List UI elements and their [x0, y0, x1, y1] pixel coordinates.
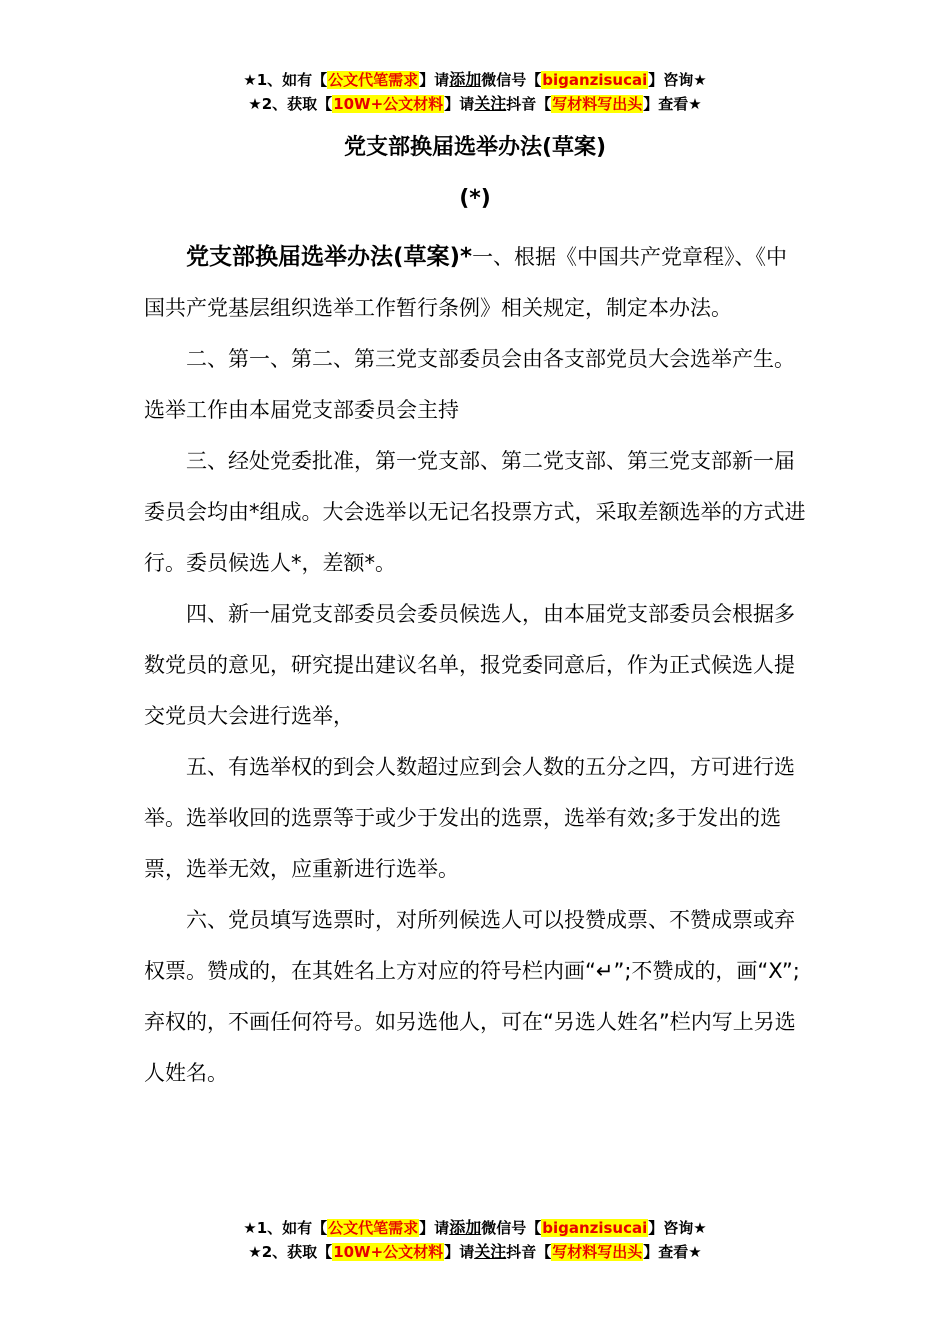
document-title: 党支部换届选举办法(草案) [343, 135, 607, 160]
promo-line-1 [0, 1216, 950, 1240]
document-subtitle: (*) [459, 186, 491, 211]
promo-douyin-id: 写材料写出头 [552, 95, 643, 113]
footer-promo-banner [0, 1216, 950, 1264]
promo-text: 】咨询★ [648, 1219, 707, 1237]
promo-text: 】咨询★ [648, 71, 707, 89]
promo-text: 】查看★ [643, 1243, 702, 1261]
promo-underlined: 添加 [449, 70, 482, 89]
paragraph-1 [144, 232, 806, 334]
promo-underlined: 添加 [449, 1218, 482, 1237]
document-body [144, 232, 806, 1099]
promo-text: ★1、如有【 [243, 1219, 328, 1237]
promo-highlight: 10W+公文材料 [333, 1243, 444, 1261]
promo-wechat-id: biganzisucai [542, 71, 648, 89]
promo-text: 抖音【 [506, 95, 552, 113]
promo-wechat-id: biganzisucai [542, 1219, 648, 1237]
paragraph-4: 四、新一届党支部委员会委员候选人，由本届党支部委员会根据多数党员的意见，研究提出建议名单，报党委同意后，作为正式候选人提交党员大会进行选举， [144, 602, 795, 728]
paragraph-6: 六、党员填写选票时，对所列候选人可以投赞成票、不赞成票或弃权票。赞成的，在其姓名上方对应的符号栏内画“↵”;不赞成的，画“X”;弃权的，不画任何符号。如另选他人，可在“另选人姓名”栏内写上另选人姓名。 [144, 908, 800, 1085]
promo-text: ★1、如有【 [243, 71, 328, 89]
promo-douyin-id: 写材料写出头 [552, 1243, 643, 1261]
promo-text: 】请 [444, 1243, 475, 1261]
paragraph-5: 五、有选举权的到会人数超过应到会人数的五分之四，方可进行选举。选举收回的选票等于或少于发出的选票，选举有效;多于发出的选票，选举无效，应重新进行选举。 [144, 755, 795, 881]
header-promo-banner [0, 68, 950, 116]
promo-highlight: 公文代笔需求 [328, 1219, 419, 1237]
promo-text: ★2、获取【 [248, 95, 333, 113]
paragraph-2: 二、第一、第二、第三党支部委员会由各支部党员大会选举产生。选举工作由本届党支部委员会主持 [144, 347, 795, 422]
promo-text: 微信号【 [481, 1219, 542, 1237]
paragraph-3: 三、经处党委批准，第一党支部、第二党支部、第三党支部新一届委员会均由*组成。大会选举以无记名投票方式，采取差额选举的方式进行。委员候选人*，差额*。 [144, 449, 806, 575]
inline-bold-title: 党支部换届选举办法(草案)* [186, 244, 473, 270]
promo-underlined: 关注 [474, 94, 507, 113]
promo-line-2 [0, 92, 950, 116]
promo-text: 微信号【 [481, 71, 542, 89]
promo-text: 】请 [444, 95, 475, 113]
promo-highlight: 公文代笔需求 [328, 71, 419, 89]
promo-line-1 [0, 68, 950, 92]
promo-highlight: 10W+公文材料 [333, 95, 444, 113]
promo-underlined: 关注 [474, 1242, 507, 1261]
promo-text: 】请 [419, 71, 450, 89]
promo-line-2 [0, 1240, 950, 1264]
promo-text: 抖音【 [506, 1243, 552, 1261]
paragraph-text: 一、根据《中国共产党章程》、《中国共产党基层组织选举工作暂行条例》相关规定，制定本办法。 [144, 245, 788, 320]
promo-text: 】请 [419, 1219, 450, 1237]
promo-text: 】查看★ [643, 95, 702, 113]
promo-text: ★2、获取【 [248, 1243, 333, 1261]
